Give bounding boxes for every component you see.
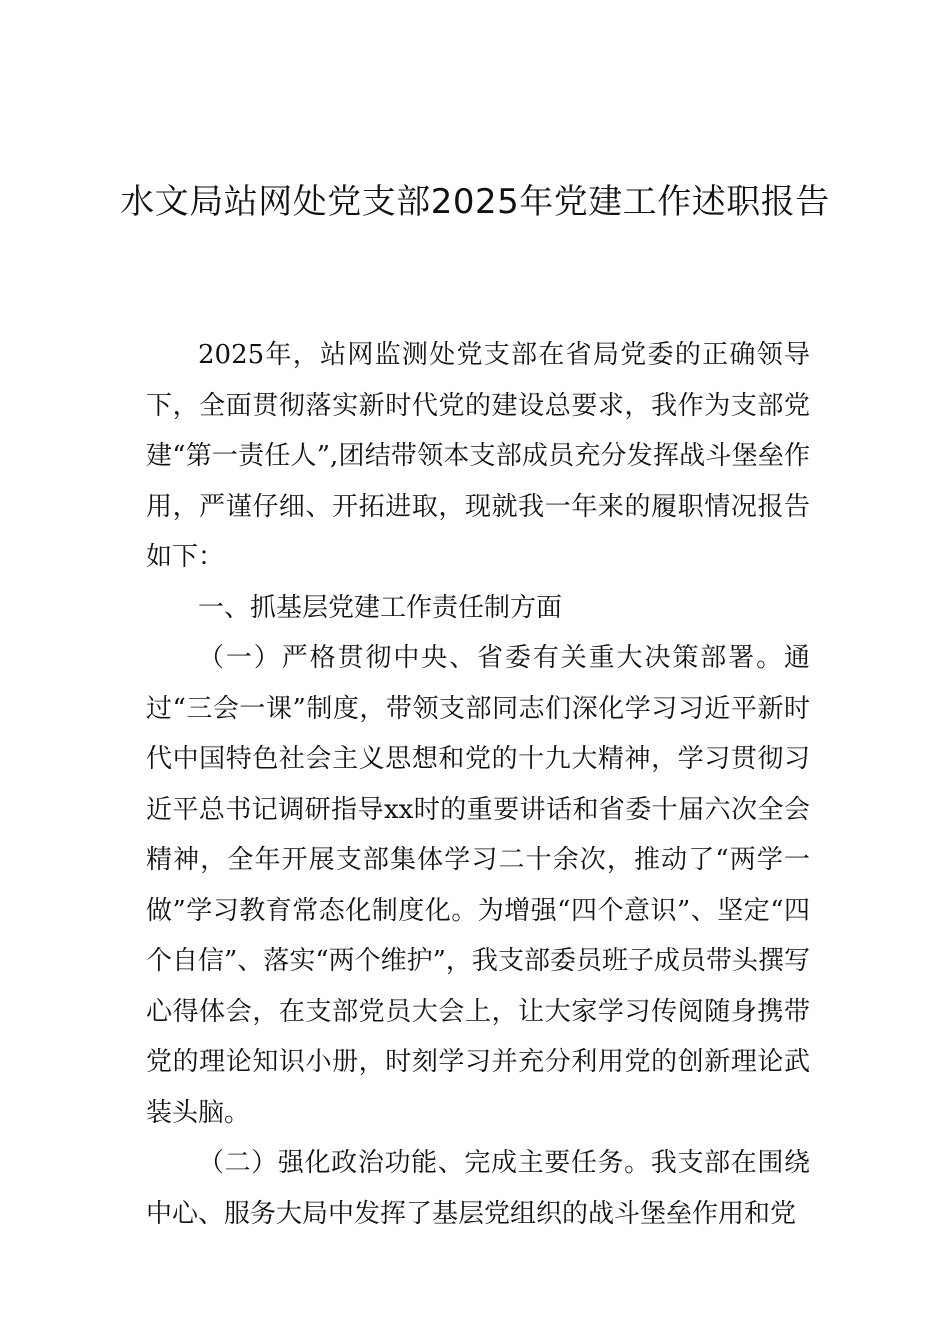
paragraph-subsection-2: （二）强化政治功能、完成主要任务。我支部在围绕中心、服务大局中发挥了基层党组织的战斗堡垒作用和党 xyxy=(146,1148,810,1229)
document-body xyxy=(146,330,810,1239)
document-title: 水文局站网处党支部2025年党建工作述职报告 xyxy=(120,182,830,222)
section-heading-1: 一、抓基层党建工作责任制方面 xyxy=(198,592,563,623)
paragraph-intro: 2025年，站网监测处党支部在省局党委的正确领导下，全面贯彻落实新时代党的建设总要求，我作为支部党建“第一责任人”,团结带领本支部成员充分发挥战斗堡垒作用，严谨仔细、开拓进取，现就我一年来的履职情况报告如下： xyxy=(146,340,810,572)
paragraph-subsection-1: （一）严格贯彻中央、省委有关重大决策部署。通过“三会一课”制度，带领支部同志们深化学习习近平新时代中国特色社会主义思想和党的十九大精神，学习贯彻习近平总书记调研指导xx时的重要讲话和省委十届六次全会精神，全年开展支部集体学习二十余次，推动了“两学一做”学习教育常态化制度化。为增强“四个意识”、坚定“四个自信”、落实“两个维护”，我支部委员班子成员带头撰写心得体会，在支部党员大会上，让大家学习传阅随身携带党的理论知识小册，时刻学习并充分利用党的创新理论武装头脑。 xyxy=(146,643,810,1128)
